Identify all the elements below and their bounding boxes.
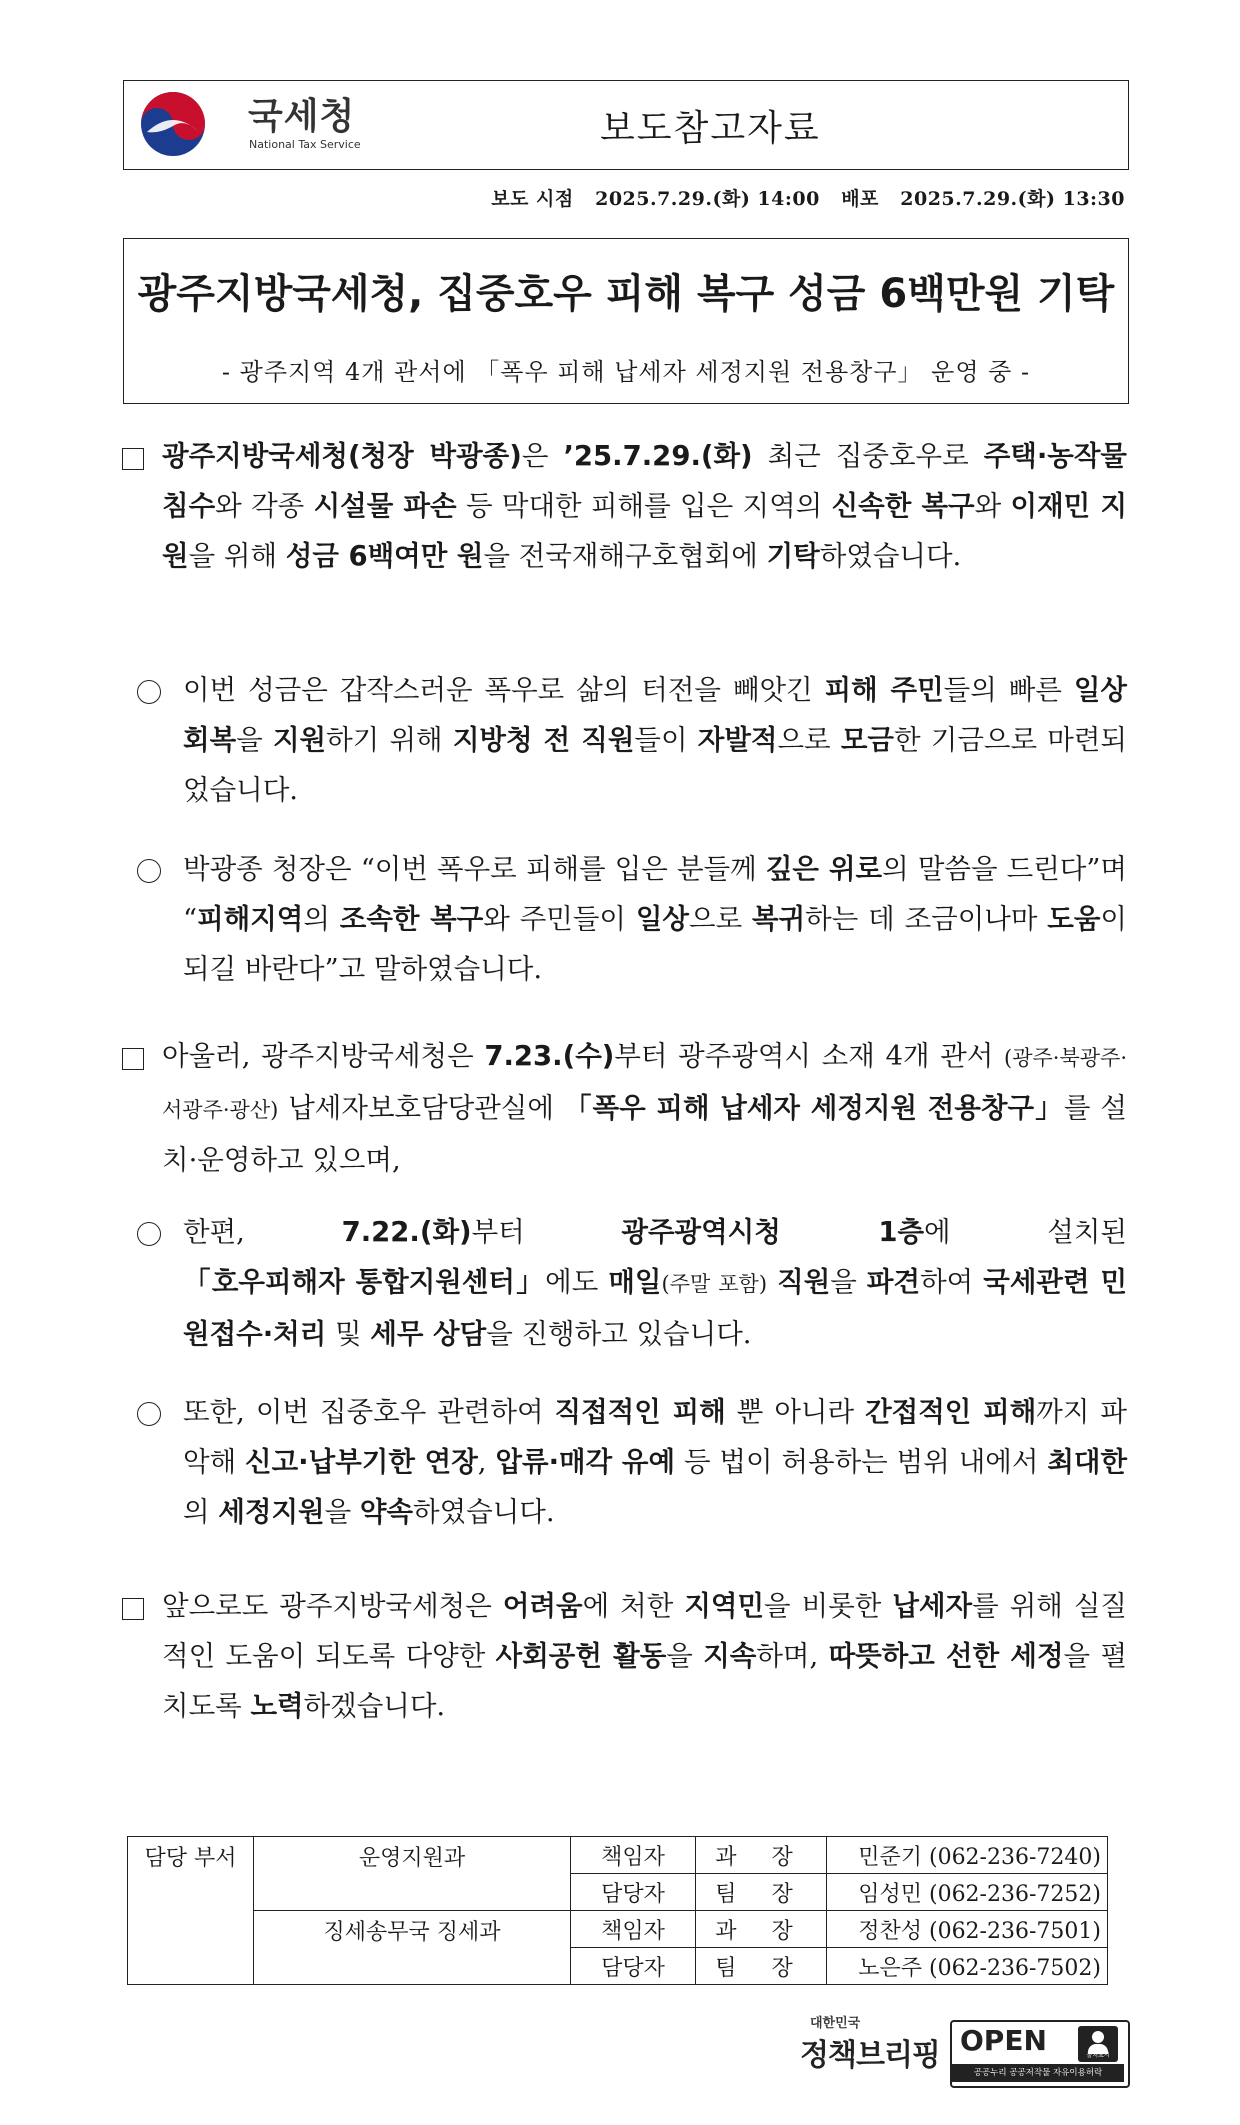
report-time: 2025.7.29.(화) 14:00: [595, 188, 820, 210]
body-paragraph: 광주지방국세청(청장 박광종)은 ’25.7.29.(화) 최근 집중호우로 주택·농작물 침수와 각종 시설물 파손 등 막대한 피해를 입은 지역의 신속한 복구와 이재민 지원을 위해 성금 6백여만 원을 전국재해구호협회에 기탁하였습니다.: [162, 440, 1128, 572]
dist-label: 배포: [841, 188, 879, 210]
role-cell: 책임자: [571, 1911, 696, 1948]
dept-name: 징세송무국 징세과: [254, 1911, 571, 1985]
doc-type: 보도참고자료: [600, 108, 821, 149]
circle-bullet-icon: [137, 1212, 161, 1262]
open-badge-label: 출처표시: [1086, 2052, 1110, 2059]
circle-bullet-icon: [137, 1392, 161, 1442]
person-cell: 노은주 (062-236-7502): [827, 1948, 1108, 1985]
position-cell: 팀 장: [696, 1948, 827, 1985]
page-subtitle: - 광주지역 4개 관서에 「폭우 피해 납세자 세정지원 전용창구」 운영 중 -: [221, 358, 1031, 386]
release-info: [491, 184, 1125, 211]
body-paragraph: 이번 성금은 갑작스러운 폭우로 삶의 터전을 빼앗긴 피해 주민들의 빠른 일상 회복을 지원하기 위해 지방청 전 직원들이 자발적으로 모금한 기금으로 마련되었습니다.: [183, 674, 1127, 806]
position-cell: 과 장: [696, 1837, 827, 1874]
circle-bullet-icon: [137, 849, 161, 899]
open-license-logo: [950, 2020, 1128, 2086]
position-cell: 팀 장: [696, 1874, 827, 1911]
open-sub-label: 공공누리 공공저작물 자유이용허락: [952, 2064, 1124, 2082]
role-cell: 담당자: [571, 1874, 696, 1911]
person-cell: 민준기 (062-236-7240): [827, 1837, 1108, 1874]
table-row: [128, 1837, 1108, 1874]
report-label: 보도 시점: [491, 188, 574, 210]
body-paragraph: 박광종 청장은 “이번 폭우로 피해를 입은 분들께 깊은 위로의 말씀을 드린다”며 “피해지역의 조속한 복구와 주민들이 일상으로 복귀하는 데 조금이나마 도움이 되길 바란다”고 말하였습니다.: [183, 853, 1127, 985]
role-cell: 담당자: [571, 1948, 696, 1985]
dist-time: 2025.7.29.(화) 13:30: [900, 188, 1125, 210]
open-label: OPEN: [960, 2024, 1047, 2057]
org-name: 국세청: [248, 96, 356, 137]
dept-header: 담당 부서: [128, 1837, 254, 1985]
org-name-en: National Tax Service: [249, 138, 361, 151]
position-cell: 과 장: [696, 1911, 827, 1948]
body-paragraph: 앞으로도 광주지방국세청은 어려움에 처한 지역민을 비롯한 납세자를 위해 실질적인 도움이 되도록 다양한 사회공헌 활동을 지속하며, 따뜻하고 선한 세정을 펼치도록 노력하겠습니다.: [162, 1590, 1128, 1722]
dept-name: 운영지원과: [254, 1837, 571, 1911]
person-cell: 정찬성 (062-236-7501): [827, 1911, 1108, 1948]
square-bullet-icon: [122, 1036, 144, 1086]
circle-bullet-icon: [137, 670, 161, 720]
table-row: [128, 1911, 1108, 1948]
briefing-top-text: 대한민국: [810, 2016, 861, 2031]
person-cell: 임성민 (062-236-7252): [827, 1874, 1108, 1911]
square-bullet-icon: [122, 1586, 144, 1636]
body-paragraph: 한편, 7.22.(화)부터 광주광역시청 1층에 설치된 「호우피해자 통합지원센터」에도 매일(주말 포함) 직원을 파견하여 국세관련 민원접수·처리 및 세무 상담을 진행하고 있습니다.: [183, 1216, 1128, 1350]
briefing-main-text: 정책브리핑: [800, 2038, 940, 2073]
contact-table: [127, 1836, 1108, 1985]
body-paragraph: 또한, 이번 집중호우 관련하여 직접적인 피해 뿐 아니라 간접적인 피해까지 파악해 신고·납부기한 연장, 압류·매각 유예 등 법이 허용하는 범위 내에서 최대한의 세정지원을 약속하였습니다.: [183, 1396, 1128, 1528]
body-paragraph: 아울러, 광주지방국세청은 7.23.(수)부터 광주광역시 소재 4개 관서 (광주·북광주·서광주·광산) 납세자보호담당관실에 「폭우 피해 납세자 세정지원 전용창구」를 설치·운영하고 있으며,: [162, 1040, 1127, 1176]
page-title: 광주지방국세청, 집중호우 피해 복구 성금 6백만원 기탁: [137, 271, 1115, 317]
policy-briefing-logo: [800, 2010, 940, 2090]
square-bullet-icon: [122, 436, 144, 486]
role-cell: 책임자: [571, 1837, 696, 1874]
